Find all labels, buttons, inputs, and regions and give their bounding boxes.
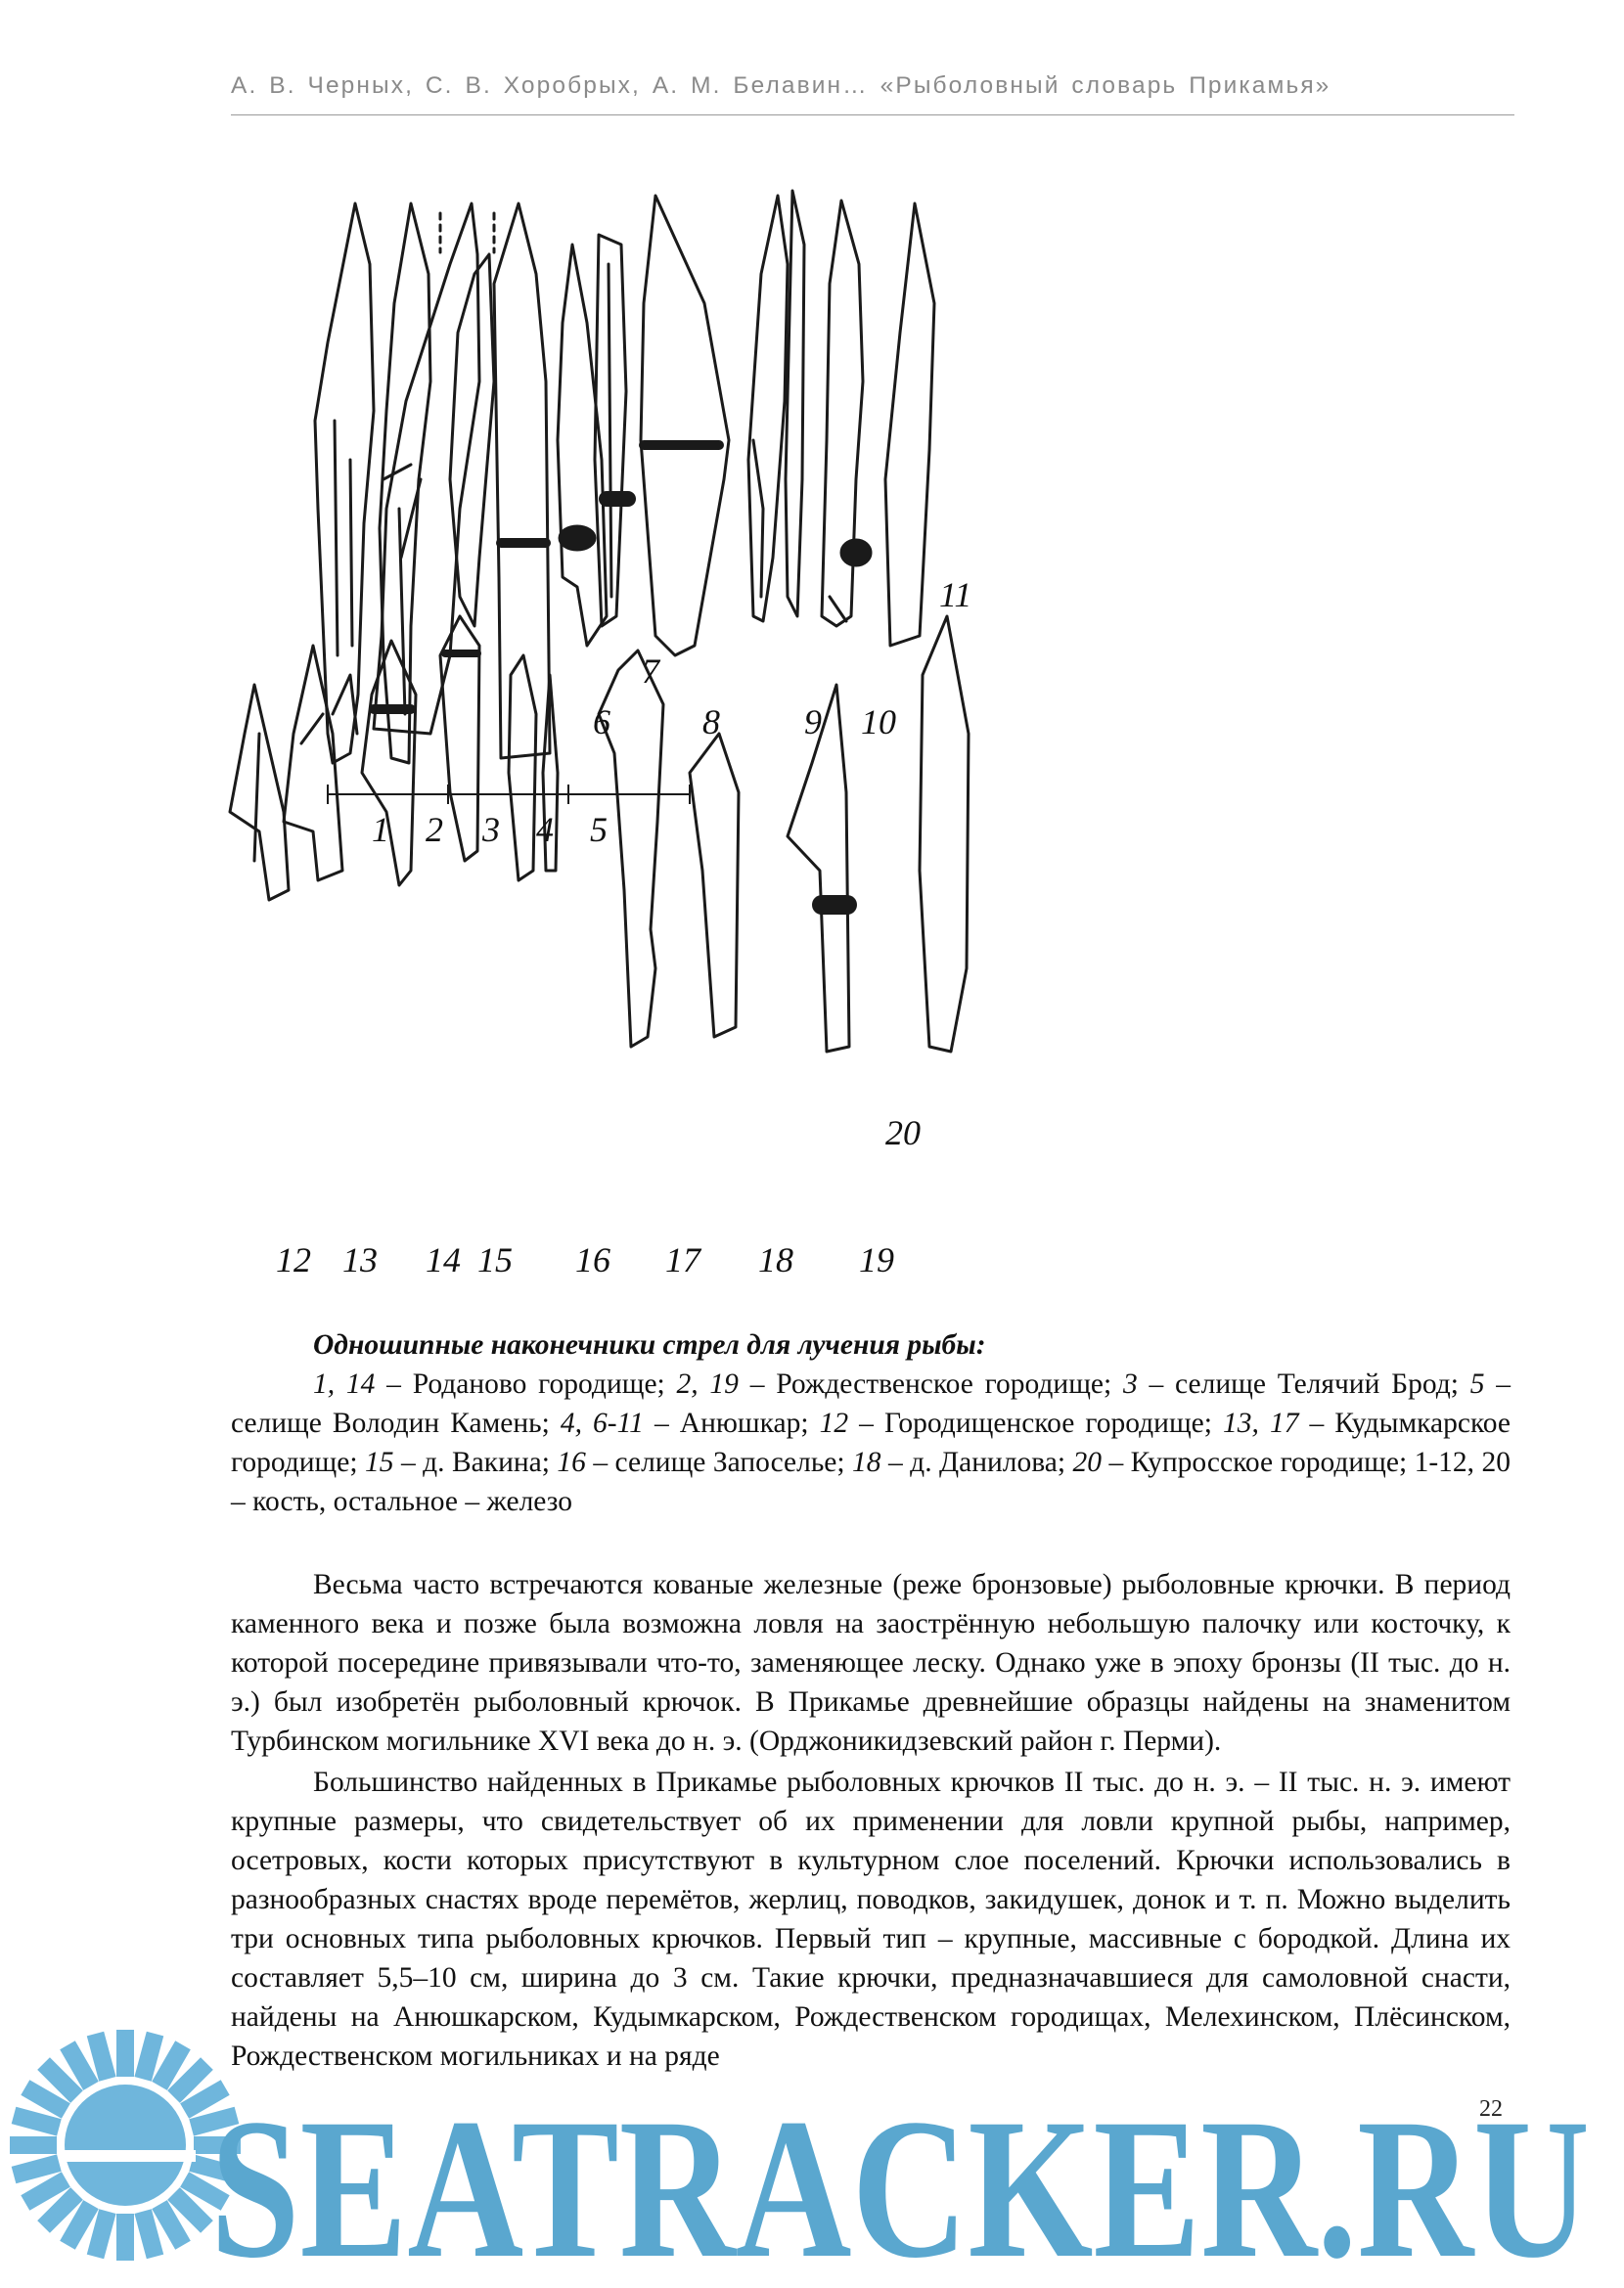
arrowhead-13 <box>284 646 342 880</box>
caption-item-text: – Роданово городище; <box>375 1368 677 1400</box>
caption-item-nums: 4, 6-11 <box>560 1408 644 1439</box>
header-rule <box>231 114 1514 115</box>
running-header: А. В. Черных, С. В. Хоробрых, А. М. Белавин… «Рыболовный словарь Прикамья» <box>231 72 1331 99</box>
figure-label: 8 <box>702 702 720 741</box>
body-text <box>231 1565 1511 2078</box>
figure-label: 1 <box>372 810 389 849</box>
sun-ray <box>143 2212 155 2257</box>
caption-item-text: – селище Володин Камень; <box>231 1368 1511 1439</box>
paragraph: Большинство найденных в Прикамье рыболовных крючков II тыс. до н. э. – II тыс. н. э. имеют крупные размеры, что свидетельствует об их применении для ловли крупной рыбы, например, осетровых, кости которых присутствуют в культурном слое поселений. Крючки использовались в разнообразных снастях вроде перемётов, жерлиц, поводков, закидушек, донок и т. п. Можно выделить три основных типа рыболовных крючков. Первый тип – крупные, массивные с бородкой. Длина их составляет 5,5–10 см, ширина до 3 см. Такие крючки, предназначавшиеся для самоловной снасти, найдены на Анюшкарском, Кудымкарском, Рождественском городищах, Мелехинском, Плёсинском, Рождественском могильниках и на ряде <box>231 1767 1511 2072</box>
caption-item-nums: 20 <box>1072 1447 1103 1478</box>
figure-label: 5 <box>590 810 608 849</box>
figure-label: 13 <box>342 1240 378 1279</box>
figure-caption <box>231 1325 1511 1521</box>
figure-label: 11 <box>939 575 972 614</box>
arrowhead-12 <box>230 685 289 900</box>
caption-item-nums: 3 <box>1123 1368 1138 1400</box>
figure-label: 3 <box>482 810 500 849</box>
figure-label: 2 <box>426 810 443 849</box>
caption-item-text: – Анюшкар; <box>643 1408 820 1439</box>
arrowhead-6-section <box>560 526 595 550</box>
arrowhead-10-section <box>841 540 871 565</box>
caption-item-nums: 1, 14 <box>313 1368 376 1400</box>
caption-item-nums: 13, 17 <box>1223 1408 1299 1439</box>
figure-label: 4 <box>536 810 554 849</box>
sun-icon <box>10 2030 241 2261</box>
caption-item-text: – д. Данилова; <box>880 1447 1073 1478</box>
figure-label: 14 <box>426 1240 461 1279</box>
figure-label: 9 <box>804 702 822 741</box>
figure-label: 7 <box>642 651 659 691</box>
figure-label: 19 <box>859 1240 894 1279</box>
caption-item-text: – Кудымкарское городище; <box>231 1408 1511 1478</box>
figure-label: 16 <box>575 1240 610 1279</box>
caption-item-text: – селище Телячий Брод; <box>1137 1368 1470 1400</box>
figure-label: 20 <box>885 1113 921 1152</box>
figure-label: 10 <box>861 702 896 741</box>
sun-ray <box>14 2115 59 2127</box>
sun-ray <box>143 2034 155 2079</box>
arrowhead-20 <box>920 616 969 1052</box>
caption-item-nums: 5 <box>1469 1368 1485 1400</box>
caption-item-nums: 16 <box>557 1447 586 1478</box>
arrowhead-4 <box>450 254 494 626</box>
caption-body <box>231 1365 1511 1521</box>
caption-item-nums: 15 <box>365 1447 394 1478</box>
caption-item-text: – д. Вакина; <box>393 1447 558 1478</box>
arrowhead-8 <box>641 196 729 655</box>
caption-item-text: – Городищенское городище; <box>848 1408 1224 1439</box>
figure-label: 17 <box>665 1240 700 1279</box>
arrowhead-18 <box>690 734 739 1037</box>
figure-label: 12 <box>276 1240 311 1279</box>
arrowhead-11 <box>885 203 934 646</box>
sun-ray <box>95 2034 107 2079</box>
arrowhead-1 <box>315 203 374 763</box>
caption-item-text: – Рождественское городище; <box>738 1368 1123 1400</box>
paragraph: Весьма часто встречаются кованые железные (реже бронзовые) рыболовные крючки. В период каменного века и позже была возможна ловля на заострённую небольшую палочку или косточку, к которой посередине привязывали что-то, заменяющее леску. Однако уже в эпоху бронзы (II тыс. до н. э.) был изобретён рыболовный крючок. В Прикамье древнейшие образцы найдены на знаменитом Турбинском могильнике XVI века до н. э. (Орджоникидзевский район г. Перми). <box>231 1569 1511 1757</box>
figure-label: 18 <box>758 1240 793 1279</box>
watermark <box>10 2023 1624 2288</box>
arrowhead-5 <box>494 203 550 758</box>
arrowheads-figure <box>276 186 1507 1311</box>
caption-item-nums: 18 <box>852 1447 881 1478</box>
watermark-text: SEATRACKER.RU <box>210 2078 1590 2288</box>
caption-item-nums: 2, 19 <box>676 1368 739 1400</box>
caption-title: Одношипные наконечники стрел для лучения рыбы: <box>313 1329 986 1361</box>
arrowhead-9 <box>748 191 804 621</box>
sun-ray <box>14 2163 59 2175</box>
arrowhead-2 <box>380 203 430 763</box>
caption-item-nums: 12 <box>819 1408 849 1439</box>
figure-label: 15 <box>477 1240 513 1279</box>
sun-ray <box>95 2212 107 2257</box>
caption-item-text: – Купросское городище; 1-12, 20 – кость, остальное – железо <box>231 1447 1511 1517</box>
caption-item-text: – селище Запоселье; <box>585 1447 853 1478</box>
page-number: 22 <box>1479 2096 1503 2122</box>
figure-label: 6 <box>593 702 610 741</box>
